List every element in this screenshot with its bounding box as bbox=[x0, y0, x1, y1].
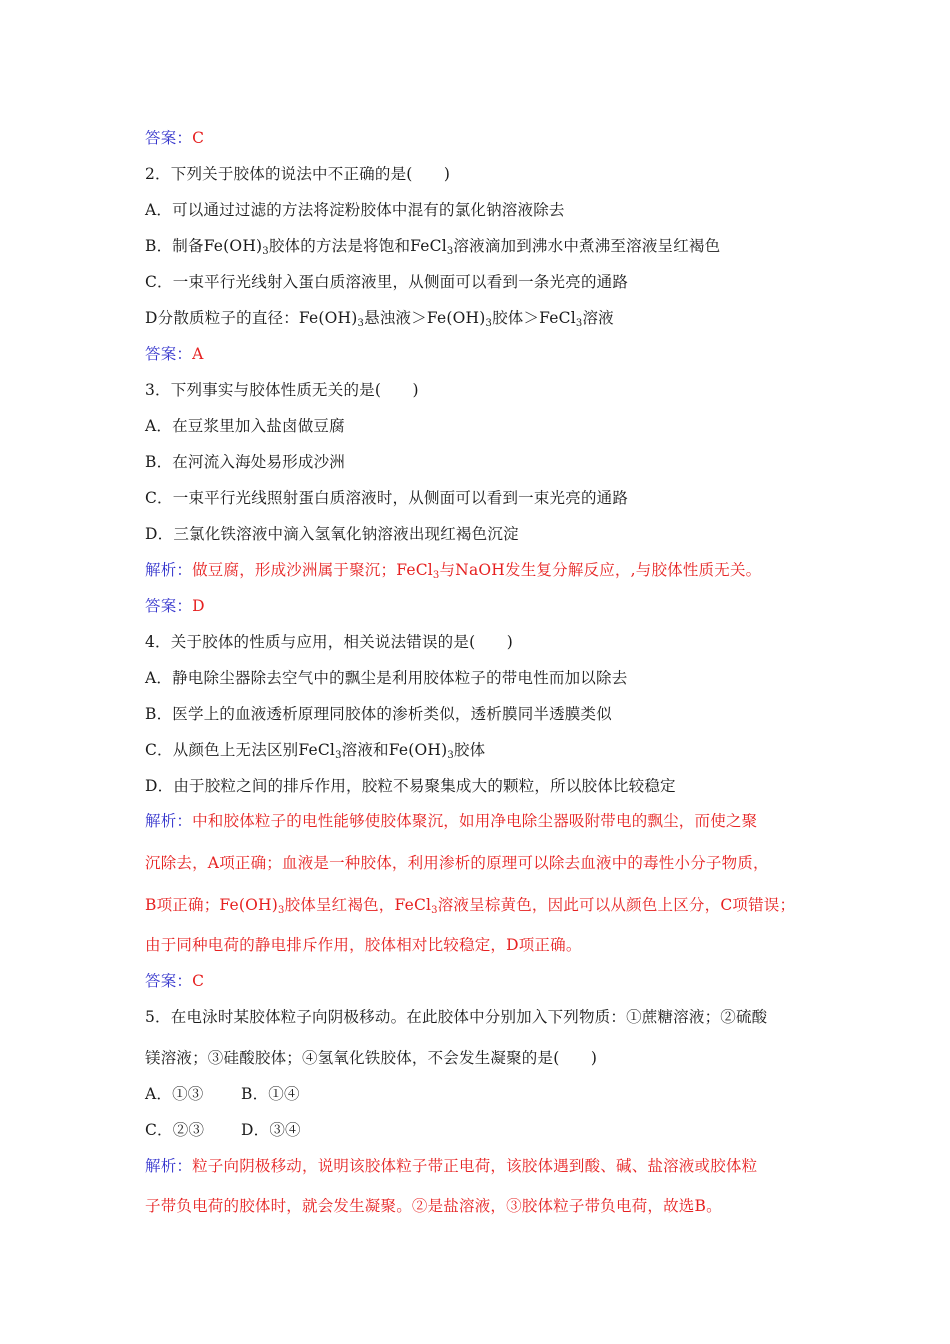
q5-stem-line-1: 5．在电泳时某胶体粒子向阴极移动。在此胶体中分别加入下列物质：①蔗糖溶液；②硫酸 bbox=[145, 1008, 768, 1026]
q2-option-a: A．可以通过过滤的方法将淀粉胶体中混有的氯化钠溶液除去 bbox=[145, 201, 565, 219]
q2-option-c: C．一束平行光线射入蛋白质溶液里，从侧面可以看到一条光亮的通路 bbox=[145, 273, 629, 291]
q4-option-c: C．从颜色上无法区别FeCl$_3$溶液和$Fe(OH)_3$胶体 bbox=[145, 741, 486, 761]
q3-option-c: C．一束平行光线照射蛋白质溶液时，从侧面可以看到一束光亮的通路 bbox=[145, 489, 629, 507]
analysis-label: 解析： bbox=[145, 561, 193, 579]
q4-analysis-line-1: 解析：中和胶体粒子的电性能够使胶体聚沉，如用净电除尘器吸附带电的飘尘，而使之聚 bbox=[145, 812, 758, 830]
q2-answer bbox=[145, 344, 204, 364]
q3-option-d: D．三氯化铁溶液中滴入氢氧化钠溶液出现红褐色沉淀 bbox=[145, 525, 519, 543]
q2-option-d: D分散质粒子的直径：$Fe(OH)_3$悬浊液$>Fe(OH)_3$胶体＞FeCl$_3$溶液 bbox=[145, 309, 614, 329]
answer-value: C bbox=[192, 972, 205, 990]
q4-stem: 4．关于胶体的性质与应用，相关说法错误的是( ) bbox=[145, 633, 513, 651]
q5-options-cd bbox=[145, 1120, 301, 1140]
q4-analysis-line-3: B项正确；$Fe(OH)_3$胶体呈红褐色，FeCl$_3$溶液呈棕黄色，因此可以从颜色上区分，C项错误； bbox=[145, 896, 796, 916]
q5-option-c: C．②③ bbox=[145, 1121, 205, 1139]
q3-analysis: 解析：做豆腐，形成沙洲属于聚沉；FeCl$_3$与NaOH发生复分解反应，,与胶体性质无关。 bbox=[145, 561, 762, 581]
q4-analysis-line-2: 沉除去，A项正确；血液是一种胶体，利用渗析的原理可以除去血液中的毒性小分子物质， bbox=[145, 854, 769, 872]
q5-option-a: A．①③ bbox=[145, 1085, 204, 1103]
answer-label: 答案： bbox=[145, 129, 193, 147]
answer-value: A bbox=[192, 345, 204, 363]
q5-stem-line-2: 镁溶液；③硅酸胶体；④氢氧化铁胶体，不会发生凝聚的是( ) bbox=[145, 1049, 598, 1067]
q5-option-b: B．①④ bbox=[241, 1085, 300, 1103]
q2-stem: 2．下列关于胶体的说法中不正确的是( ) bbox=[145, 165, 451, 183]
answer-value: D bbox=[192, 597, 205, 615]
q4-option-b: B．医学上的血液透析原理同胶体的渗析类似，透析膜同半透膜类似 bbox=[145, 705, 612, 723]
q4-option-a: A．静电除尘器除去空气中的飘尘是利用胶体粒子的带电性而加以除去 bbox=[145, 669, 628, 687]
answer-label: 答案： bbox=[145, 345, 193, 363]
answer-label: 答案： bbox=[145, 972, 193, 990]
answer-label: 答案： bbox=[145, 597, 193, 615]
q3-option-b: B．在河流入海处易形成沙洲 bbox=[145, 453, 345, 471]
q5-options-ab bbox=[145, 1084, 300, 1104]
q5-analysis-line-1: 解析：粒子向阴极移动，说明该胶体粒子带正电荷，该胶体遇到酸、碱、盐溶液或胶体粒 bbox=[145, 1157, 758, 1175]
q4-analysis-line-4: 由于同种电荷的静电排斥作用，胶体相对比较稳定，D项正确。 bbox=[145, 936, 582, 954]
analysis-label: 解析： bbox=[145, 1157, 193, 1175]
q3-answer bbox=[145, 596, 205, 616]
q3-option-a: A．在豆浆里加入盐卤做豆腐 bbox=[145, 417, 345, 435]
q2-option-b: B．制备$Fe(OH)_3$胶体的方法是将饱和FeCl$_3$溶液滴加到沸水中煮沸至溶液呈红褐色 bbox=[145, 237, 721, 257]
q3-stem: 3．下列事实与胶体性质无关的是( ) bbox=[145, 381, 419, 399]
q5-analysis-line-2: 子带负电荷的胶体时，就会发生凝聚。②是盐溶液，③胶体粒子带负电荷，故选B。 bbox=[145, 1197, 722, 1215]
q4-option-d: D．由于胶粒之间的排斥作用，胶粒不易聚集成大的颗粒，所以胶体比较稳定 bbox=[145, 777, 676, 795]
q1-answer bbox=[145, 128, 204, 148]
answer-value: C bbox=[192, 129, 205, 147]
q5-option-d: D．③④ bbox=[241, 1121, 301, 1139]
q4-answer bbox=[145, 971, 204, 991]
analysis-label: 解析： bbox=[145, 812, 193, 830]
